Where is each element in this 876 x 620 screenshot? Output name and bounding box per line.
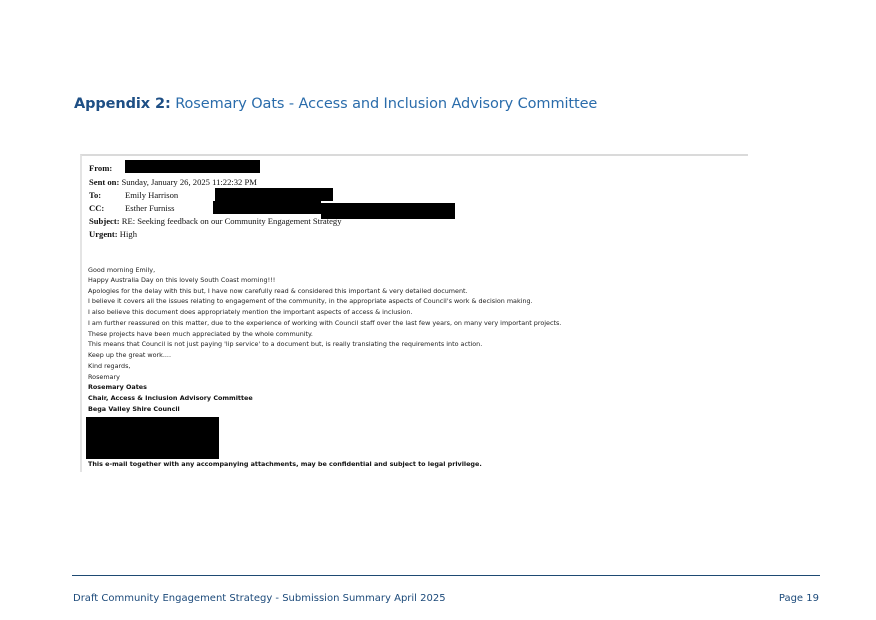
signature-title: Chair, Access & Inclusion Advisory Committee: [88, 394, 253, 402]
appendix-heading-title: Rosemary Oats - Access and Inclusion Advisory Committee: [170, 96, 598, 112]
urgent-value: High: [119, 229, 137, 239]
to-label: To:: [89, 190, 102, 200]
subject-label: Subject:: [89, 216, 120, 226]
cc-value: Esther Furniss: [125, 203, 175, 213]
from-label: From:: [89, 163, 113, 173]
email-disclaimer: This e-mail together with any accompanying attachments, may be confidential and subject to legal privilege.: [88, 460, 482, 468]
body-line: Good morning Emily,: [88, 266, 156, 274]
footer-page-number: Page 19: [778, 593, 819, 604]
body-line: I am further reassured on this matter, due to the experience of working with Council staff over the last few years, on many very important projects.: [88, 319, 562, 327]
signature-name: Rosemary Oates: [88, 383, 147, 391]
to-value: Emily Harrison: [125, 190, 179, 200]
body-line: These projects have been much appreciated by the whole community.: [88, 330, 313, 338]
sent-value: Sunday, January 26, 2025 11:22:32 PM: [121, 177, 257, 187]
sent-label: Sent on:: [89, 177, 120, 187]
urgent-label: Urgent:: [89, 229, 118, 239]
redaction-signature-block: [86, 417, 219, 459]
footer-document-title: Draft Community Engagement Strategy - Submission Summary April 2025: [73, 593, 446, 604]
body-line: Rosemary: [88, 373, 120, 381]
body-line: Keep up the great work....: [88, 351, 171, 359]
body-line: I also believe this document does appropriately mention the important aspects of access & inclusion.: [88, 308, 413, 316]
redaction-from: [125, 160, 260, 173]
email-from-row: [89, 163, 112, 173]
body-line: Apologies for the delay with this but, I have now carefully read & considered this important & very detailed document.: [88, 287, 468, 295]
email-subject-row: [89, 216, 342, 226]
email-screenshot: [80, 154, 748, 472]
email-sent-row: [89, 177, 257, 187]
redaction-to: [215, 188, 333, 201]
appendix-heading: [74, 96, 597, 112]
redaction-cc-1: [213, 201, 321, 214]
email-urgent-row: [89, 229, 137, 239]
email-cc-row: [89, 203, 174, 213]
body-line: I believe it covers all the issues relating to engagement of the community, in the appropriate aspects of Council's work & decision making.: [88, 297, 533, 305]
body-line: Happy Australia Day on this lovely South Coast morning!!!: [88, 276, 276, 284]
signature-organisation: Bega Valley Shire Council: [88, 405, 180, 413]
cc-label: CC:: [89, 203, 105, 213]
email-to-row: [89, 190, 178, 200]
body-line: Kind regards,: [88, 362, 131, 370]
body-line: This means that Council is not just paying 'lip service' to a document but, is really translating the requirements into action.: [88, 340, 483, 348]
appendix-heading-lead: Appendix 2:: [74, 96, 171, 112]
footer-divider: [72, 575, 820, 576]
subject-value: RE: Seeking feedback on our Community Engagement Strategy: [121, 216, 342, 226]
